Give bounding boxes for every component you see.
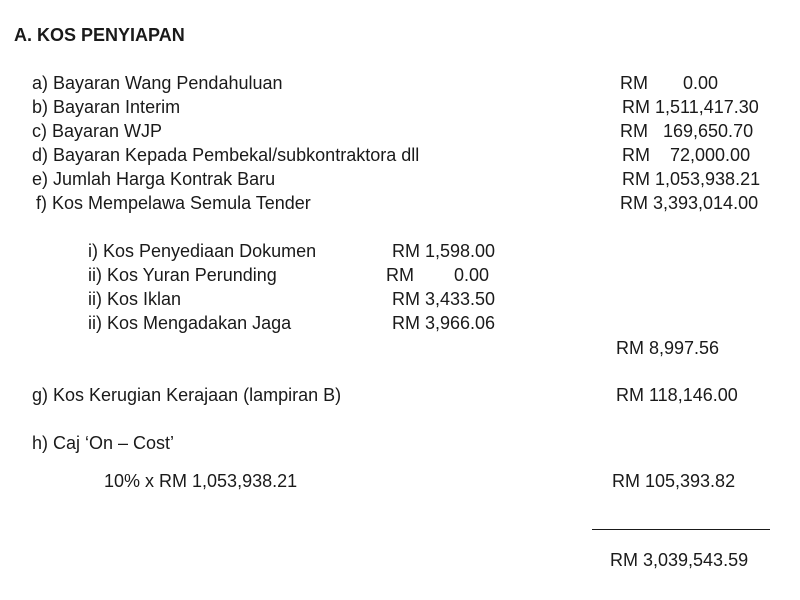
item-b-amount: RM 1,511,417.30 (622, 97, 759, 117)
item-c-label: c) Bayaran WJP (32, 121, 163, 141)
item-a-label: a) Bayaran Wang Pendahuluan (32, 73, 283, 93)
subitem-2-amount: RM 0.00 (386, 265, 490, 285)
item-b-label: b) Bayaran Interim (32, 97, 181, 117)
total-rule (592, 529, 770, 530)
subitem-4-label: ii) Kos Mengadakan Jaga (88, 313, 292, 333)
subitem-1-amount: RM 1,598.00 (392, 241, 496, 261)
item-h-label: h) Caj ‘On – Cost’ (32, 433, 175, 453)
on-cost-formula: 10% x RM 1,053,938.21 (104, 471, 298, 491)
subitem-1-label: i) Kos Penyediaan Dokumen (88, 241, 317, 261)
subitem-4-amount: RM 3,966.06 (392, 313, 496, 333)
grand-total-amount: RM 3,039,543.59 (610, 550, 749, 570)
item-e-amount: RM 1,053,938.21 (622, 169, 761, 189)
item-f-label: f) Kos Mempelawa Semula Tender (36, 193, 311, 213)
subitem-3-label: ii) Kos Iklan (88, 289, 182, 309)
item-d-label: d) Bayaran Kepada Pembekal/subkontraktora dll (32, 145, 420, 165)
item-g-amount: RM 118,146.00 (616, 385, 738, 405)
subitem-2-label: ii) Kos Yuran Perunding (88, 265, 277, 285)
on-cost-amount: RM 105,393.82 (612, 471, 736, 491)
item-e-label: e) Jumlah Harga Kontrak Baru (32, 169, 276, 189)
item-a-amount: RM 0.00 (620, 73, 719, 93)
section-title: A. KOS PENYIAPAN (14, 25, 185, 45)
item-g-label: g) Kos Kerugian Kerajaan (lampiran B) (32, 385, 342, 405)
item-f-amount: RM 3,393,014.00 (620, 193, 759, 213)
subitem-3-amount: RM 3,433.50 (392, 289, 496, 309)
item-d-amount: RM 72,000.00 (622, 145, 751, 165)
subtotal-amount: RM 8,997.56 (616, 338, 720, 358)
item-c-amount: RM 169,650.70 (620, 121, 754, 141)
